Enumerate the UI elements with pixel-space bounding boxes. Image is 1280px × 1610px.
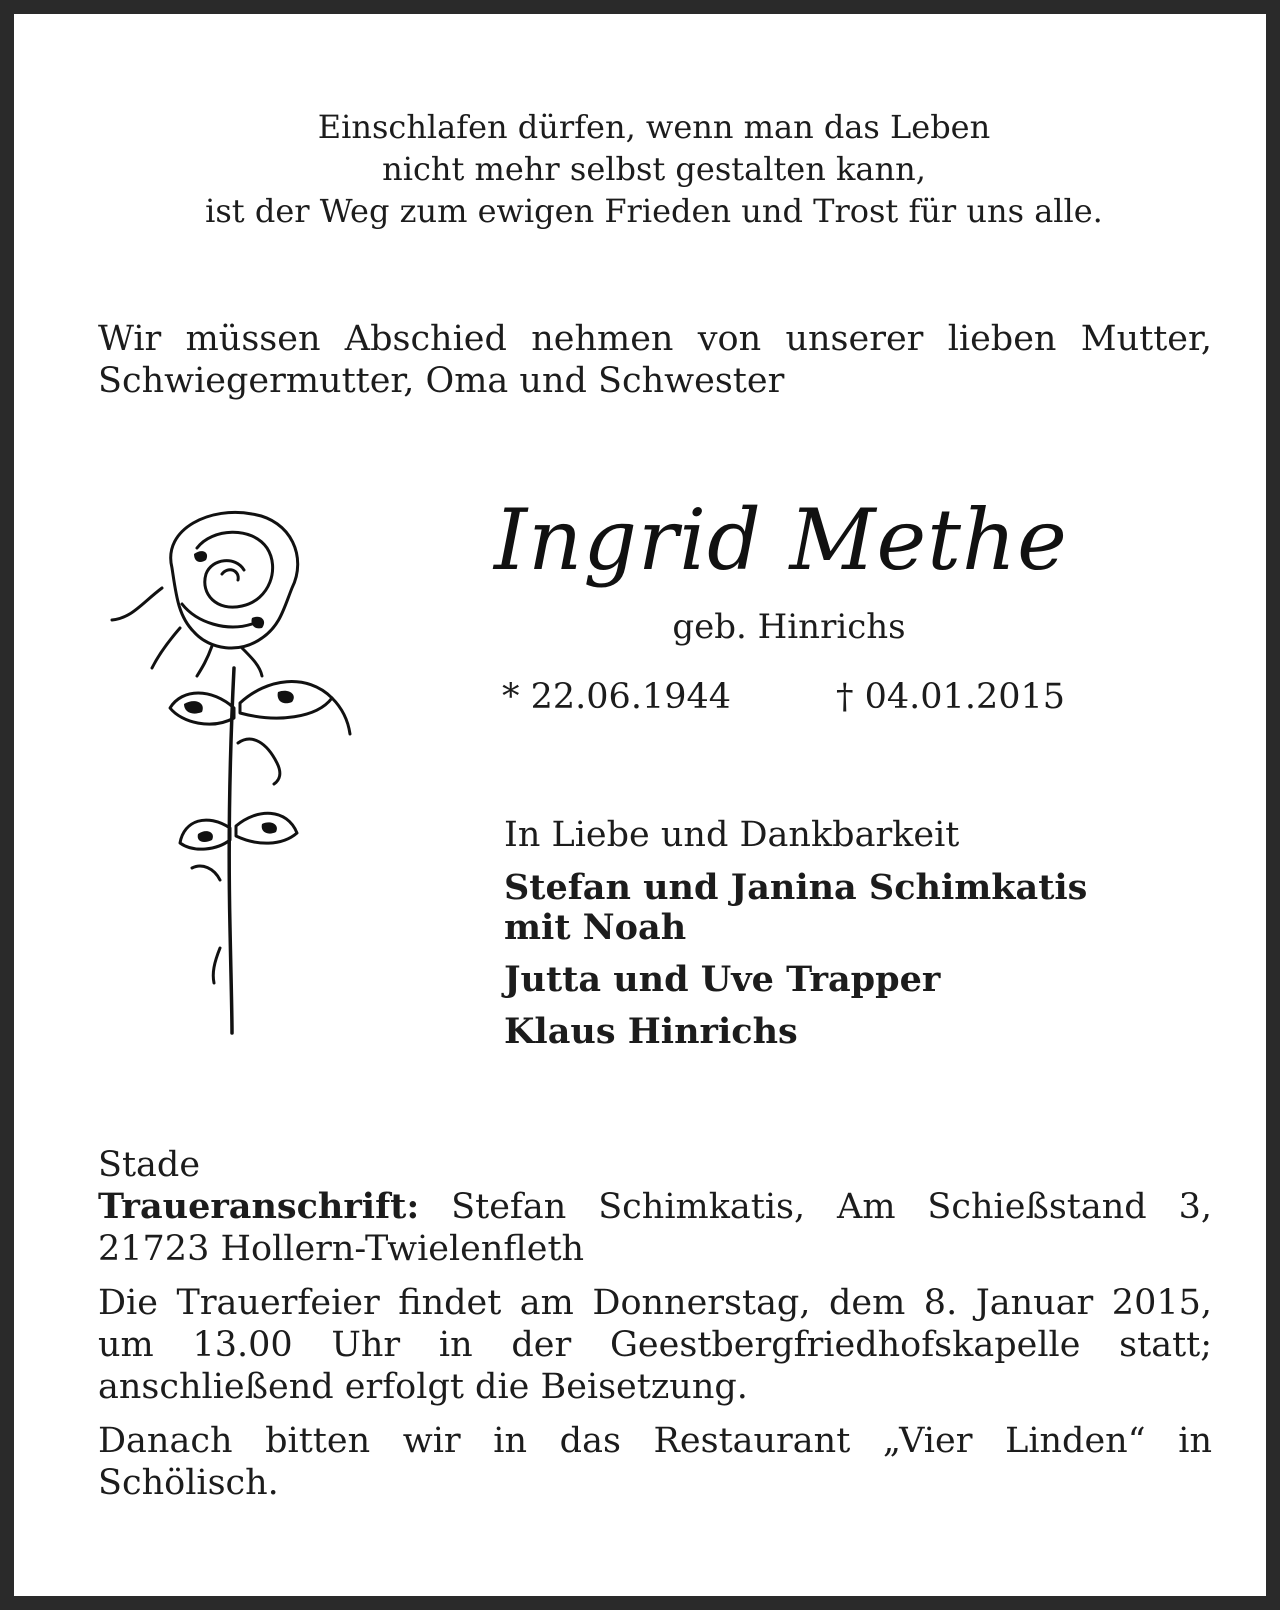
mourner-group	[504, 960, 1087, 1000]
mourner-line: Klaus Hinrichs	[504, 1011, 798, 1052]
address-text: Stefan Schimkatis, Am Schießstand 3, 21723 Hollern-Twielenfleth	[98, 1187, 1212, 1269]
intro-text: Wir müssen Abschied nehmen von unserer lieben Mutter, Schwiegermutter, Oma und Schwester	[98, 319, 1212, 401]
address-block	[98, 1186, 1212, 1270]
service-info: Die Trauerfeier findet am Donnerstag, dem 8. Januar 2015, um 13.00 Uhr in der Geestbergfriedhofskapelle statt; anschließend erfolgt die Beisetzung.	[98, 1283, 1212, 1407]
poem-line: ist der Weg zum ewigen Frieden und Trost für uns alle.	[205, 192, 1103, 230]
mourner-group	[504, 868, 1087, 948]
rose-icon	[102, 508, 372, 1048]
birth-date: * 22.06.1944	[502, 677, 732, 717]
mourner-group	[504, 1012, 1087, 1052]
place: Stade	[98, 1145, 201, 1185]
mourner-line: mit Noah	[504, 907, 687, 948]
address-label: Traueranschrift:	[98, 1186, 420, 1227]
death-date: † 04.01.2015	[836, 677, 1066, 717]
reception-info: Danach bitten wir in das Restaurant „Vier Linden“ in Schölisch.	[98, 1421, 1212, 1503]
poem-line: nicht mehr selbst gestalten kann,	[382, 150, 926, 188]
footer-info	[98, 1144, 1212, 1516]
deceased-name: Ingrid Methe	[494, 491, 1068, 589]
mourner-line: Jutta und Uve Trapper	[504, 959, 941, 1000]
poem	[14, 106, 1280, 232]
poem-line: Einschlafen dürfen, wenn man das Leben	[317, 108, 991, 146]
closing-phrase: In Liebe und Dankbarkeit	[504, 815, 960, 855]
mourners-list	[504, 868, 1087, 1064]
mourner-line: Stefan und Janina Schimkatis	[504, 867, 1088, 908]
maiden-name: geb. Hinrichs	[672, 607, 906, 647]
